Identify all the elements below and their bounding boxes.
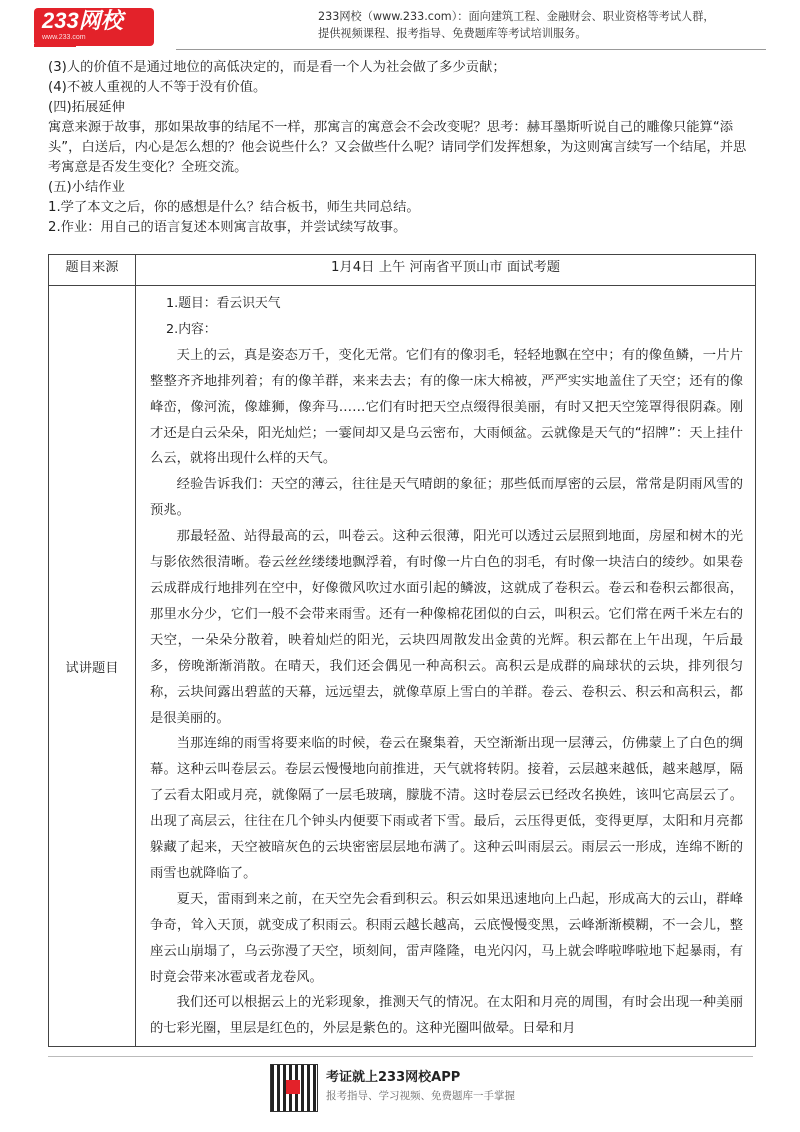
footer-title: 考证就上233网校APP xyxy=(326,1070,461,1085)
footer-divider xyxy=(48,1056,753,1057)
content-paragraph: 我们还可以根据云上的光彩现象，推测天气的情况。在太阳和月亮的周围，有时会出现一种美丽的七彩光圈，里层是红色的，外层是紫色的。这种光圈叫做晕。日晕和月 xyxy=(150,995,743,1037)
table-header-row xyxy=(49,255,756,286)
section-heading: (五)小结作业 xyxy=(48,180,125,195)
row-label: 试讲题目 xyxy=(49,286,136,1047)
intro-line: 2.作业：用自己的语言复述本则寓言故事，并尝试续写故事。 xyxy=(48,220,407,235)
footer-subtitle: 报考指导、学习视频、免费题库一手掌握 xyxy=(326,1090,515,1102)
brand-logo[interactable] xyxy=(34,8,154,46)
header-cell-exam: 1月4日 上午 河南省平顶山市 面试考题 xyxy=(136,255,756,286)
logo-accent-bar xyxy=(34,44,76,47)
logo-url: www.233.com xyxy=(42,34,86,41)
header-line-2: 提供视频课程、报考指导、免费题库等考试培训服务。 xyxy=(318,27,587,40)
exam-table xyxy=(48,254,756,1047)
intro-line: (4)不被人重视的人不等于没有价值。 xyxy=(48,80,267,95)
topic-content xyxy=(136,286,756,1047)
intro-line: (3)人的价值不是通过地位的高低决定的，而是看一个人为社会做了多少贡献； xyxy=(48,60,506,75)
intro-paragraph: 寓意来源于故事，那如果故事的结尾不一样，那寓言的寓意会不会改变呢？思考：赫耳墨斯听说自己的雕像只能算“添头”，白送后，内心是怎么想的？他会说些什么？又会做些什么呢？请同学们发挥想象，为这则寓言续写一个结尾，并思考寓意是否发生变化？全班交流。 xyxy=(48,120,747,175)
header-line-1: 233网校（www.233.com）：面向建筑工程、金融财会、职业资格等考试人群， xyxy=(318,10,715,23)
logo-text: 233网校 xyxy=(42,8,123,33)
section-heading: (四)拓展延伸 xyxy=(48,100,125,115)
intro-text xyxy=(48,58,758,238)
content-paragraph: 那最轻盈、站得最高的云，叫卷云。这种云很薄，阳光可以透过云层照到地面，房屋和树木的光与影依然很清晰。卷云丝丝缕缕地飘浮着，有时像一片白色的羽毛，有时像一块洁白的绫纱。如果卷云成群成行地排列在空中，好像微风吹过水面引起的鳞波，这就成了卷积云。卷云和卷积云都很高，那里水分少，它们一般不会带来雨雪。还有一种像棉花团似的白云，叫积云。它们常在两千米左右的天空，一朵朵分散着，映着灿烂的阳光，云块四周散发出金黄的光辉。积云都在上午出现，午后最多，傍晚渐渐消散。在晴天，我们还会偶见一种高积云。高积云是成群的扁球状的云块，排列很匀称，云块间露出碧蓝的天幕，远远望去，就像草原上雪白的羊群。卷云、卷积云、积云和高积云，都是很美丽的。 xyxy=(150,529,743,726)
topic-content-label: 2.内容： xyxy=(166,321,217,337)
header-divider xyxy=(176,49,766,50)
content-paragraph: 天上的云，真是姿态万千，变化无常。它们有的像羽毛，轻轻地飘在空中；有的像鱼鳞，一片片整整齐齐地排列着；有的像羊群，来来去去；有的像一床大棉被，严严实实地盖住了天空；还有的像峰峦，像河流，像雄狮，像奔马……它们有时把天空点缀得很美丽，有时又把天空笼罩得很阴森。刚才还是白云朵朵，阳光灿烂；一霎间却又是乌云密布，大雨倾盆。云就像是天气的“招牌”：天上挂什么云，就将出现什么样的天气。 xyxy=(150,347,743,467)
header-tagline xyxy=(318,8,778,42)
page-header xyxy=(0,0,800,52)
content-paragraph: 夏天，雷雨到来之前，在天空先会看到积云。积云如果迅速地向上凸起，形成高大的云山，群峰争奇，耸入天顶，就变成了积雨云。积雨云越长越高，云底慢慢变黑，云峰渐渐模糊，不一会儿，整座云山崩塌了，乌云弥漫了天空，顷刻间，雷声隆隆，电光闪闪，马上就会哗啦哗啦地下起暴雨，有时竟会带来冰雹或者龙卷风。 xyxy=(150,891,743,985)
content-paragraph: 当那连绵的雨雪将要来临的时候，卷云在聚集着，天空渐渐出现一层薄云，仿佛蒙上了白色的绸幕。这种云叫卷层云。卷层云慢慢地向前推进，天气就将转阴。接着，云层越来越低，越来越厚，隔了云看太阳或月亮，就像隔了一层毛玻璃，朦胧不清。这时卷层云已经改名换姓，该叫它高层云了。出现了高层云，往往在几个钟头内便要下雨或者下雪。最后，云压得更低，变得更厚，太阳和月亮都躲藏了起来，天空被暗灰色的云块密密层层地布满了。这种云叫雨层云。雨层云一形成，连绵不断的雨雪也就降临了。 xyxy=(150,736,743,881)
qr-code-icon[interactable] xyxy=(270,1064,318,1112)
content-paragraph: 经验告诉我们：天空的薄云，往往是天气晴朗的象征；那些低而厚密的云层，常常是阴雨风雪的预兆。 xyxy=(150,477,743,519)
topic-title: 1.题目：看云识天气 xyxy=(166,296,281,311)
table-row xyxy=(49,286,756,1047)
header-cell-source: 题目来源 xyxy=(49,255,136,286)
intro-line: 1.学了本文之后，你的感想是什么？结合板书，师生共同总结。 xyxy=(48,200,420,215)
